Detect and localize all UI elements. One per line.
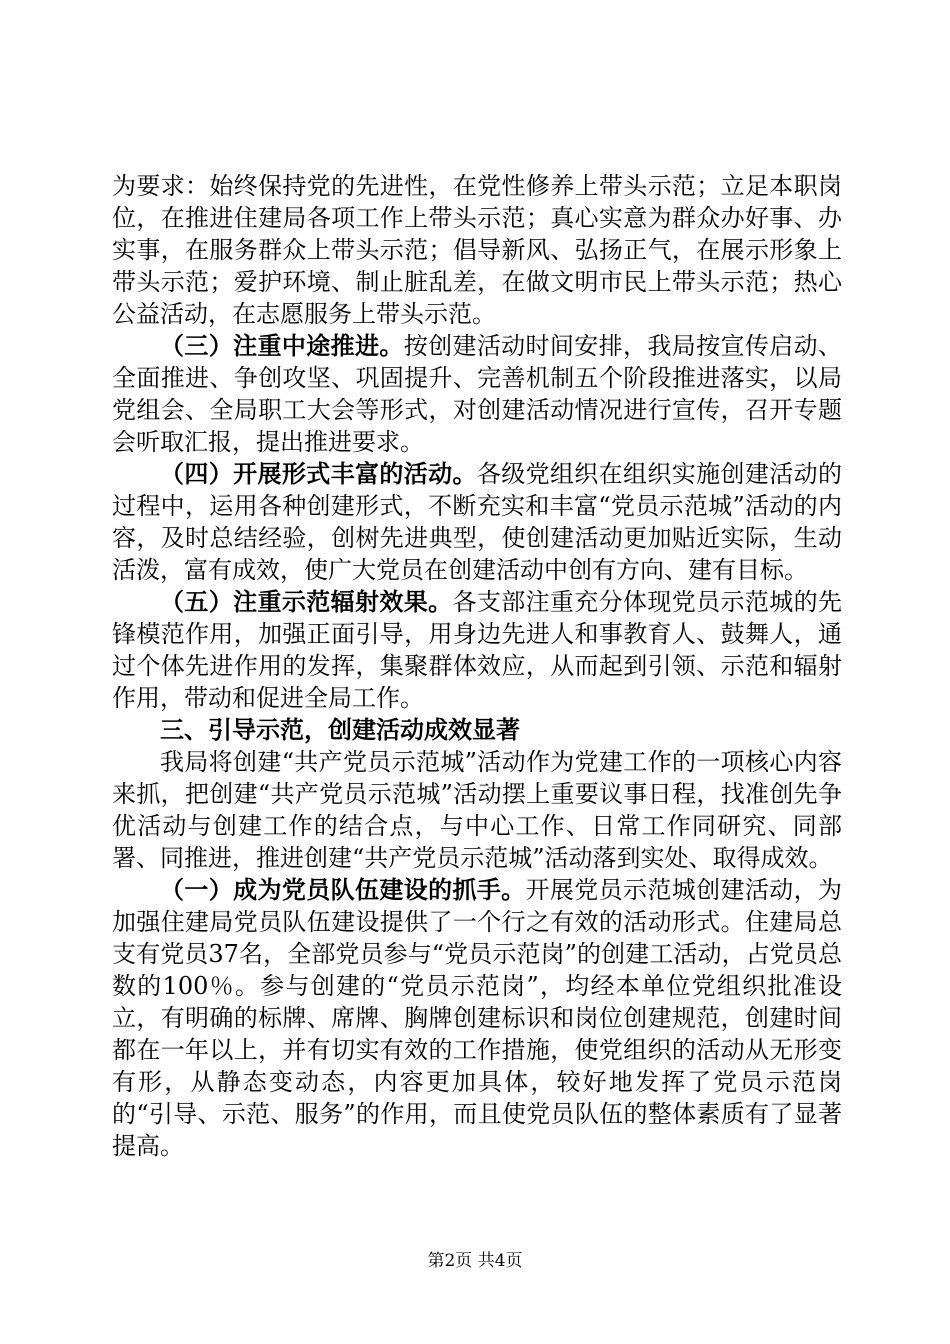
paragraph-requirements xyxy=(112,170,842,330)
document-body xyxy=(112,170,842,1162)
paragraph-lead: （四）开展形式丰富的活动。 xyxy=(160,460,477,488)
paragraph-text: 按创建活动时间安排，我局按宣传启动、全面推进、争创攻坚、巩固提升、完善机制五个阶段推进落实，以局党组会、全局职工大会等形式，对创建活动情况进行宣传，召开专题会听取汇报，提出推进要求。 xyxy=(112,332,842,456)
paragraph-text: 开展党员示范城创建活动，为加强住建局党员队伍建设提供了一个行之有效的活动形式。住建局总支有党员37名，全部党员参与“党员示范岗”的创建工活动，占党员总数的100％。参与创建的“党员示范岗”，均经本单位党组织批准设立，有明确的标牌、席牌、胸牌创建标识和岗位创建规范，创建时间都在一年以上，并有切实有效的工作措施，使党组织的活动从无形变有形，从静态变动态，内容更加具体，较好地发挥了党员示范岗的“引导、示范、服务”的作用，而且使党员队伍的整体素质有了显著提高。 xyxy=(112,876,843,1160)
paragraph-rich-activities xyxy=(112,458,842,586)
paragraph-lead: （三）注重中途推进。 xyxy=(160,332,404,360)
paragraph-lead: （一）成为党员队伍建设的抓手。 xyxy=(160,876,526,904)
paragraph-team-building xyxy=(112,874,842,1162)
paragraph-lead: （五）注重示范辐射效果。 xyxy=(160,588,453,616)
paragraph-midway-progress xyxy=(112,330,842,458)
section-heading: 三、引导示范，创建活动成效显著 xyxy=(160,716,520,744)
page-footer: 第2页 共4页 xyxy=(427,1251,523,1271)
paragraph-radiation-effect xyxy=(112,586,842,714)
paragraph-core-content xyxy=(112,746,842,874)
paragraph-text: 各支部注重充分体现党员示范城的先锋模范作用，加强正面引导，用身边先进人和事教育人、鼓舞人，通过个体先进作用的发挥，集聚群体效应，从而起到引领、示范和辐射作用，带动和促进全局工作。 xyxy=(112,588,843,712)
paragraph-text: 为要求：始终保持党的先进性，在党性修养上带头示范；立足本职岗位，在推进住建局各项工作上带头示范；真心实意为群众办好事、办实事，在服务群众上带头示范；倡导新风、弘扬正气，在展示形象上带头示范；爱护环境、制止脏乱差，在做文明市民上带头示范；热心公益活动，在志愿服务上带头示范。 xyxy=(112,172,842,328)
paragraph-text: 我局将创建“共产党员示范城”活动作为党建工作的一项核心内容来抓，把创建“共产党员示范城”活动摆上重要议事日程，找准创先争优活动与创建工作的结合点，与中心工作、日常工作同研究、同部署、同推进，推进创建“共产党员示范城”活动落到实处、取得成效。 xyxy=(112,748,842,872)
paragraph-text: 各级党组织在组织实施创建活动的过程中，运用各种创建形式，不断充实和丰富“党员示范城”活动的内容，及时总结经验，创树先进典型，使创建活动更加贴近实际，生动活泼，富有成效，使广大党员在创建活动中创有方向、建有目标。 xyxy=(112,460,843,584)
